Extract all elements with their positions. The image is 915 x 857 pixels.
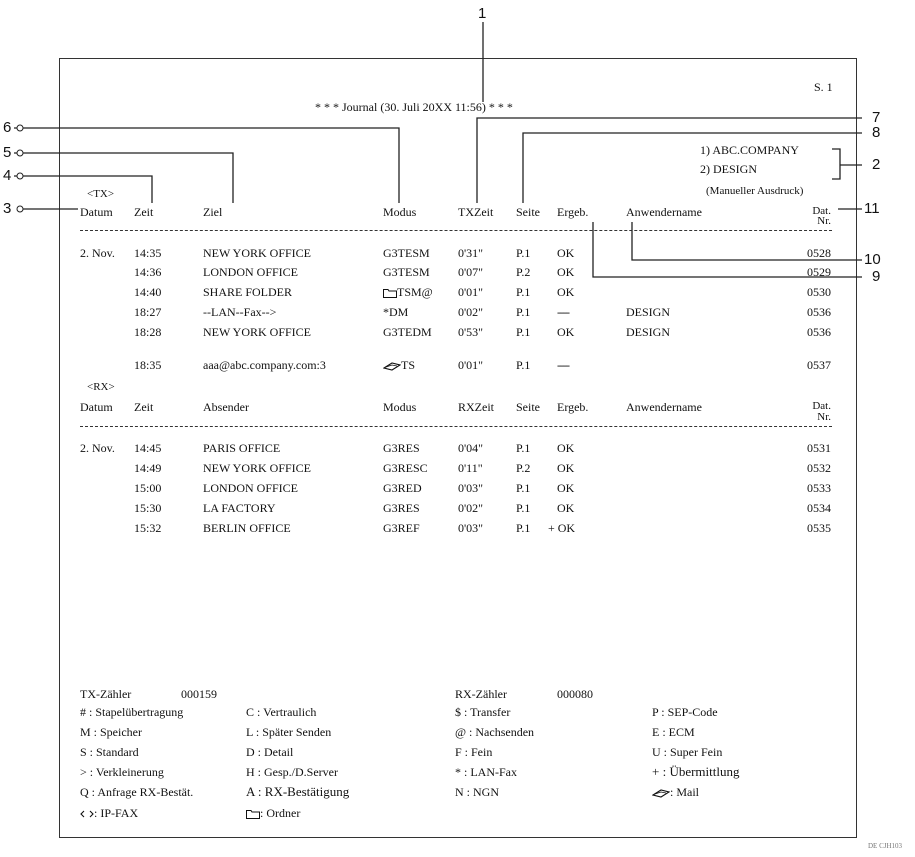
rx-cell-destination: BERLIN OFFICE <box>203 521 291 535</box>
tx-col-ergeb: Ergeb. <box>557 205 589 219</box>
tx-cell-result: ---- <box>557 305 569 319</box>
rx-cell-destination: NEW YORK OFFICE <box>203 461 312 475</box>
rx-cell-doc-number: 0532 <box>807 461 831 475</box>
rx-cell-mode: G3RES <box>383 501 420 515</box>
rx-cell-doc-number: 0533 <box>807 481 831 495</box>
rx-cell-doc-number: 0531 <box>807 441 831 455</box>
tx-col-ziel: Ziel <box>203 205 223 219</box>
tx-cell-date: 2. Nov. <box>80 246 115 260</box>
rx-cell-mode: G3RES <box>383 441 420 455</box>
callout-5: 5 <box>3 144 12 161</box>
tx-cell-time: 18:35 <box>134 358 162 372</box>
tx-cell-mode: TSM@ <box>383 285 433 299</box>
legend-entry: # : Stapelübertragung <box>80 705 184 719</box>
rx-cell-duration: 0'03" <box>458 521 484 535</box>
callout-3: 3 <box>3 200 12 217</box>
tx-cell-doc-number: 0528 <box>807 246 831 260</box>
rx-cell-duration: 0'03" <box>458 481 484 495</box>
rx-col-datum: Datum <box>80 400 113 414</box>
rx-cell-pages: P.1 <box>516 441 531 455</box>
tx-cell-destination: LONDON OFFICE <box>203 265 299 279</box>
legend-entry: > : Verkleinerung <box>80 765 164 779</box>
journal-title: * * * Journal (30. Juli 20XX 11:56) * * * <box>315 100 513 114</box>
legend-entry: A : RX-Bestätigung <box>246 784 350 799</box>
tx-cell-duration: 0'07" <box>458 265 484 279</box>
rx-counter-value: 000080 <box>557 687 593 701</box>
tx-cell-duration: 0'01" <box>458 285 484 299</box>
rx-cell-destination: LA FACTORY <box>203 501 276 515</box>
rx-cell-doc-number: 0534 <box>807 501 831 515</box>
tx-cell-pages: P.1 <box>516 325 531 339</box>
tx-col-dat: Dat. <box>812 205 831 217</box>
legend-entry: D : Detail <box>246 745 294 759</box>
rx-cell-mode: G3REF <box>383 521 420 535</box>
tx-cell-mode: *DM <box>383 305 409 319</box>
tx-cell-pages: P.1 <box>516 285 531 299</box>
tx-cell-duration: 0'01" <box>458 358 484 372</box>
tx-counter-value: 000159 <box>181 687 217 701</box>
tx-cell-mode: G3TESM <box>383 246 430 260</box>
rx-cell-time: 15:00 <box>134 481 162 495</box>
tx-counter-label: TX-Zähler <box>80 687 132 701</box>
tx-cell-pages: P.2 <box>516 265 531 279</box>
rx-col-ergeb: Ergeb. <box>557 400 589 414</box>
tx-cell-destination: aaa@abc.company.com:3 <box>203 358 326 372</box>
rx-cell-result: OK <box>557 481 575 495</box>
rx-cell-time: 14:45 <box>134 441 162 455</box>
tx-cell-duration: 0'31" <box>458 246 484 260</box>
rx-cell-duration: 0'04" <box>458 441 484 455</box>
legend-entry: L : Später Senden <box>246 725 332 739</box>
tx-cell-time: 18:27 <box>134 305 162 319</box>
tx-col-nr: Nr. <box>817 215 831 227</box>
tx-section-label: <TX> <box>87 188 115 200</box>
callout-2: 2 <box>872 156 881 173</box>
rx-counter-label: RX-Zähler <box>455 687 507 701</box>
rx-cell-result: OK <box>557 441 575 455</box>
rx-col-seite: Seite <box>516 400 540 414</box>
user-name-2: 2) DESIGN <box>700 162 757 176</box>
tx-cell-destination: SHARE FOLDER <box>203 285 293 299</box>
callout-1: 1 <box>478 5 487 22</box>
tx-cell-destination: --LAN--Fax--> <box>203 305 277 319</box>
rx-col-dat: Dat. <box>812 400 831 412</box>
tx-cell-doc-number: 0530 <box>807 285 831 299</box>
tx-cell-doc-number: 0537 <box>807 358 831 372</box>
tx-col-datum: Datum <box>80 205 113 219</box>
legend-entry: M : Speicher <box>80 725 142 739</box>
callout-11: 11 <box>864 200 880 217</box>
callout-7: 7 <box>872 109 881 126</box>
rx-cell-result: + OK <box>548 521 576 535</box>
tx-cell-mode: G3TESM <box>383 265 430 279</box>
user-name-1: 1) ABC.COMPANY <box>700 143 799 157</box>
tx-col-zeit: Zeit <box>134 205 154 219</box>
tx-cell-doc-number: 0536 <box>807 325 831 339</box>
legend-entry: E : ECM <box>652 725 695 739</box>
tx-cell-pages: P.1 <box>516 305 531 319</box>
tx-cell-mode: G3TEDM <box>383 325 432 339</box>
tx-cell-pages: P.1 <box>516 246 531 260</box>
tx-cell-result: OK <box>557 265 575 279</box>
manual-print-note: (Manueller Ausdruck) <box>706 185 804 197</box>
rx-col-nr: Nr. <box>817 411 831 423</box>
rx-col-user: Anwendername <box>626 400 702 414</box>
rx-cell-time: 15:32 <box>134 521 162 535</box>
rx-cell-time: 15:30 <box>134 501 162 515</box>
rx-cell-result: OK <box>557 461 575 475</box>
rx-cell-pages: P.1 <box>516 481 531 495</box>
rx-section-label: <RX> <box>87 381 115 393</box>
legend-entry: S : Standard <box>80 745 139 759</box>
tx-cell-destination: NEW YORK OFFICE <box>203 325 312 339</box>
legend-entry: Q : Anfrage RX-Bestät. <box>80 785 194 799</box>
callout-9: 9 <box>872 268 881 285</box>
rx-col-zeit: Zeit <box>134 400 154 414</box>
tx-cell-user-name: DESIGN <box>626 305 670 319</box>
rx-cell-time: 14:49 <box>134 461 162 475</box>
legend-entry: F : Fein <box>455 745 493 759</box>
rx-cell-doc-number: 0535 <box>807 521 831 535</box>
rx-cell-pages: P.1 <box>516 501 531 515</box>
tx-col-seite: Seite <box>516 205 540 219</box>
tx-cell-result: OK <box>557 285 575 299</box>
callout-6: 6 <box>3 119 12 136</box>
tx-col-user: Anwendername <box>626 205 702 219</box>
tx-cell-mode: TS <box>383 358 415 372</box>
tx-cell-duration: 0'53" <box>458 325 484 339</box>
legend-entry: : IP-FAX <box>80 806 138 820</box>
tx-cell-result: OK <box>557 325 575 339</box>
legend-entry: H : Gesp./D.Server <box>246 765 338 779</box>
legend-entry: : Ordner <box>246 806 300 820</box>
legend-entry: $ : Transfer <box>455 705 511 719</box>
figure-code: DE CJH103 <box>868 842 903 850</box>
rx-col-modus: Modus <box>383 400 417 414</box>
callout-10: 10 <box>864 251 881 268</box>
legend-entry: + : Übermittlung <box>652 764 740 779</box>
legend-entry: U : Super Fein <box>652 745 723 759</box>
tx-cell-result: ---- <box>557 358 569 372</box>
tx-cell-result: OK <box>557 246 575 260</box>
tx-cell-time: 18:28 <box>134 325 162 339</box>
rx-cell-destination: LONDON OFFICE <box>203 481 299 495</box>
legend-entry: P : SEP-Code <box>652 705 718 719</box>
rx-cell-mode: G3RED <box>383 481 422 495</box>
callout-8: 8 <box>872 124 881 141</box>
callout-4: 4 <box>3 167 12 184</box>
legend-entry: C : Vertraulich <box>246 705 317 719</box>
rx-cell-destination: PARIS OFFICE <box>203 441 281 455</box>
tx-cell-user-name: DESIGN <box>626 325 670 339</box>
rx-col-rxzeit: RXZeit <box>458 400 494 414</box>
rx-cell-mode: G3RESC <box>383 461 428 475</box>
tx-cell-pages: P.1 <box>516 358 531 372</box>
page-number: S. 1 <box>814 80 833 94</box>
legend-entry: N : NGN <box>455 785 499 799</box>
tx-cell-time: 14:35 <box>134 246 162 260</box>
rx-cell-pages: P.1 <box>516 521 531 535</box>
tx-cell-destination: NEW YORK OFFICE <box>203 246 312 260</box>
rx-cell-duration: 0'11" <box>458 461 483 475</box>
legend-entry: @ : Nachsenden <box>455 725 535 739</box>
tx-cell-duration: 0'02" <box>458 305 484 319</box>
rx-cell-pages: P.2 <box>516 461 531 475</box>
legend-entry: * : LAN-Fax <box>455 765 517 779</box>
rx-cell-duration: 0'02" <box>458 501 484 515</box>
tx-cell-doc-number: 0529 <box>807 265 831 279</box>
legend-entry: : Mail <box>652 785 699 799</box>
tx-col-txzeit: TXZeit <box>458 205 494 219</box>
rx-cell-date: 2. Nov. <box>80 441 115 455</box>
tx-col-modus: Modus <box>383 205 417 219</box>
rx-cell-result: OK <box>557 501 575 515</box>
tx-cell-time: 14:40 <box>134 285 162 299</box>
tx-cell-doc-number: 0536 <box>807 305 831 319</box>
tx-cell-time: 14:36 <box>134 265 162 279</box>
rx-col-absender: Absender <box>203 400 249 414</box>
